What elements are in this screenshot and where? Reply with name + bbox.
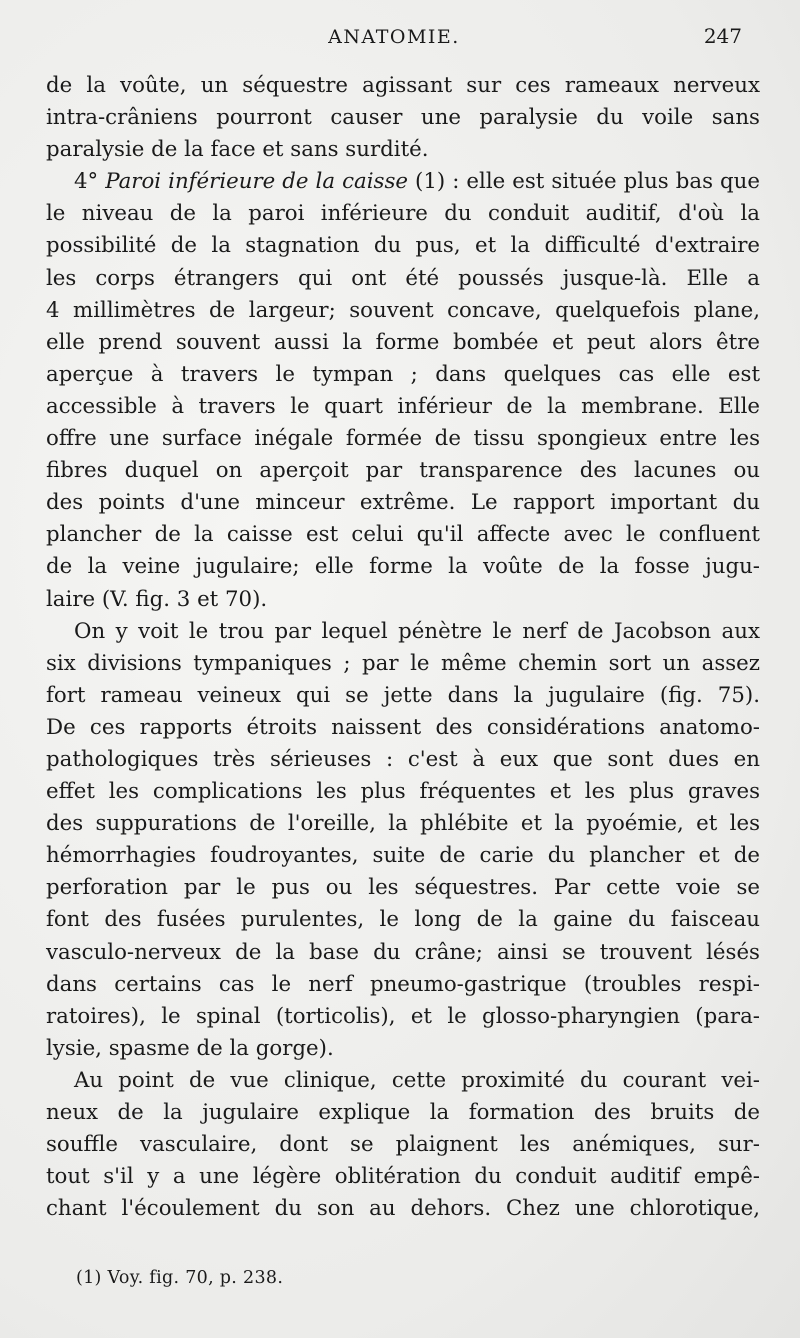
text-line: 4 millimètres de largeur; souvent concave, quelquefois plane, [46, 297, 760, 323]
text-line: laire (V. fig. 3 et 70). [46, 586, 268, 612]
text-line: tout s'il y a une légère oblitération du conduit auditif empê- [46, 1164, 760, 1190]
text-line: Au point de vue clinique, cette proximité du courant vei- [74, 1067, 760, 1093]
text-line: le niveau de la paroi inférieure du conduit auditif, d'où la [46, 201, 760, 227]
text-line: accessible à travers le quart inférieur de la membrane. Elle [46, 393, 760, 419]
text-line: les corps étrangers qui ont été poussés jusque-là. Elle a [46, 265, 760, 291]
paragraph-4 [46, 1065, 760, 1225]
text-line: pathologiques très sérieuses : c'est à eux que sont dues en [46, 746, 760, 772]
text-line: vasculo-nerveux de la base du crâne; ainsi se trouvent lésés [46, 939, 760, 965]
text-line: ratoires), le spinal (torticolis), et le glosso-pharyngien (para- [46, 1003, 760, 1029]
page-number: 247 [703, 24, 742, 48]
footnote: (1) Voy. fig. 70, p. 238. [76, 1268, 284, 1288]
text-line: On y voit le trou par lequel pénètre le nerf de Jacobson aux [74, 618, 760, 644]
paragraph-3 [46, 616, 760, 1065]
text-line: De ces rapports étroits naissent des considérations anatomo- [46, 714, 760, 740]
text-line: offre une surface inégale formée de tissu spongieux entre les [46, 426, 760, 452]
text-line: hémorrhagies foudroyantes, suite de carie du plancher et de [46, 843, 760, 869]
text-line: des points d'une minceur extrême. Le rapport important du [46, 490, 760, 516]
text-line: effet les complications les plus fréquentes et les plus graves [46, 779, 760, 805]
text-line: paralysie de la face et sans surdité. [46, 137, 429, 163]
text-line: elle prend souvent aussi la forme bombée et peut alors être [46, 329, 760, 355]
text-line: possibilité de la stagnation du pus, et la difficulté d'extraire [46, 233, 760, 259]
text-line: des suppurations de l'oreille, la phlébite et la pyoémie, et les [46, 811, 760, 837]
text-line: plancher de la caisse est celui qu'il affecte avec le confluent [46, 522, 760, 548]
body-text [46, 70, 760, 1225]
section-number: 4° [74, 169, 106, 195]
text-line: neux de la jugulaire explique la formation des bruits de [46, 1100, 760, 1125]
paragraph-1 [46, 70, 760, 166]
text-line: chant l'écoulement du son au dehors. Chez une chlorotique, [46, 1196, 760, 1222]
text-line: aperçue à travers le tympan ; dans quelques cas elle est [46, 361, 760, 387]
text-line [46, 166, 760, 198]
text-line: de la voûte, un séquestre agissant sur ces rameaux nerveux [46, 73, 760, 98]
text-line: de la veine jugulaire; elle forme la voûte de la fosse jugu- [46, 554, 760, 580]
running-title: ANATOMIE. [328, 26, 460, 48]
text-line: lysie, spasme de la gorge). [46, 1035, 334, 1061]
page-header [46, 22, 742, 56]
text-line: six divisions tympaniques ; par le même chemin sort un assez [46, 650, 760, 676]
text-line: intra-crâniens pourront causer une paralysie du voile sans [46, 105, 760, 131]
text-run: (1) : elle est située plus bas que [407, 169, 760, 195]
text-line: fibres duquel on aperçoit par transparence des lacunes ou [46, 458, 760, 484]
text-line: font des fusées purulentes, le long de la gaine du faisceau [46, 907, 760, 933]
text-line: fort rameau veineux qui se jette dans la jugulaire (fig. 75). [46, 682, 760, 708]
text-line: perforation par le pus ou les séquestres. Par cette voie se [46, 875, 760, 901]
text-line: souffle vasculaire, dont se plaignent les anémiques, sur- [46, 1132, 760, 1158]
paragraph-2 [46, 166, 760, 615]
text-line: dans certains cas le nerf pneumo-gastrique (troubles respi- [46, 971, 760, 997]
section-heading: Paroi inférieure de la caisse [105, 169, 408, 195]
